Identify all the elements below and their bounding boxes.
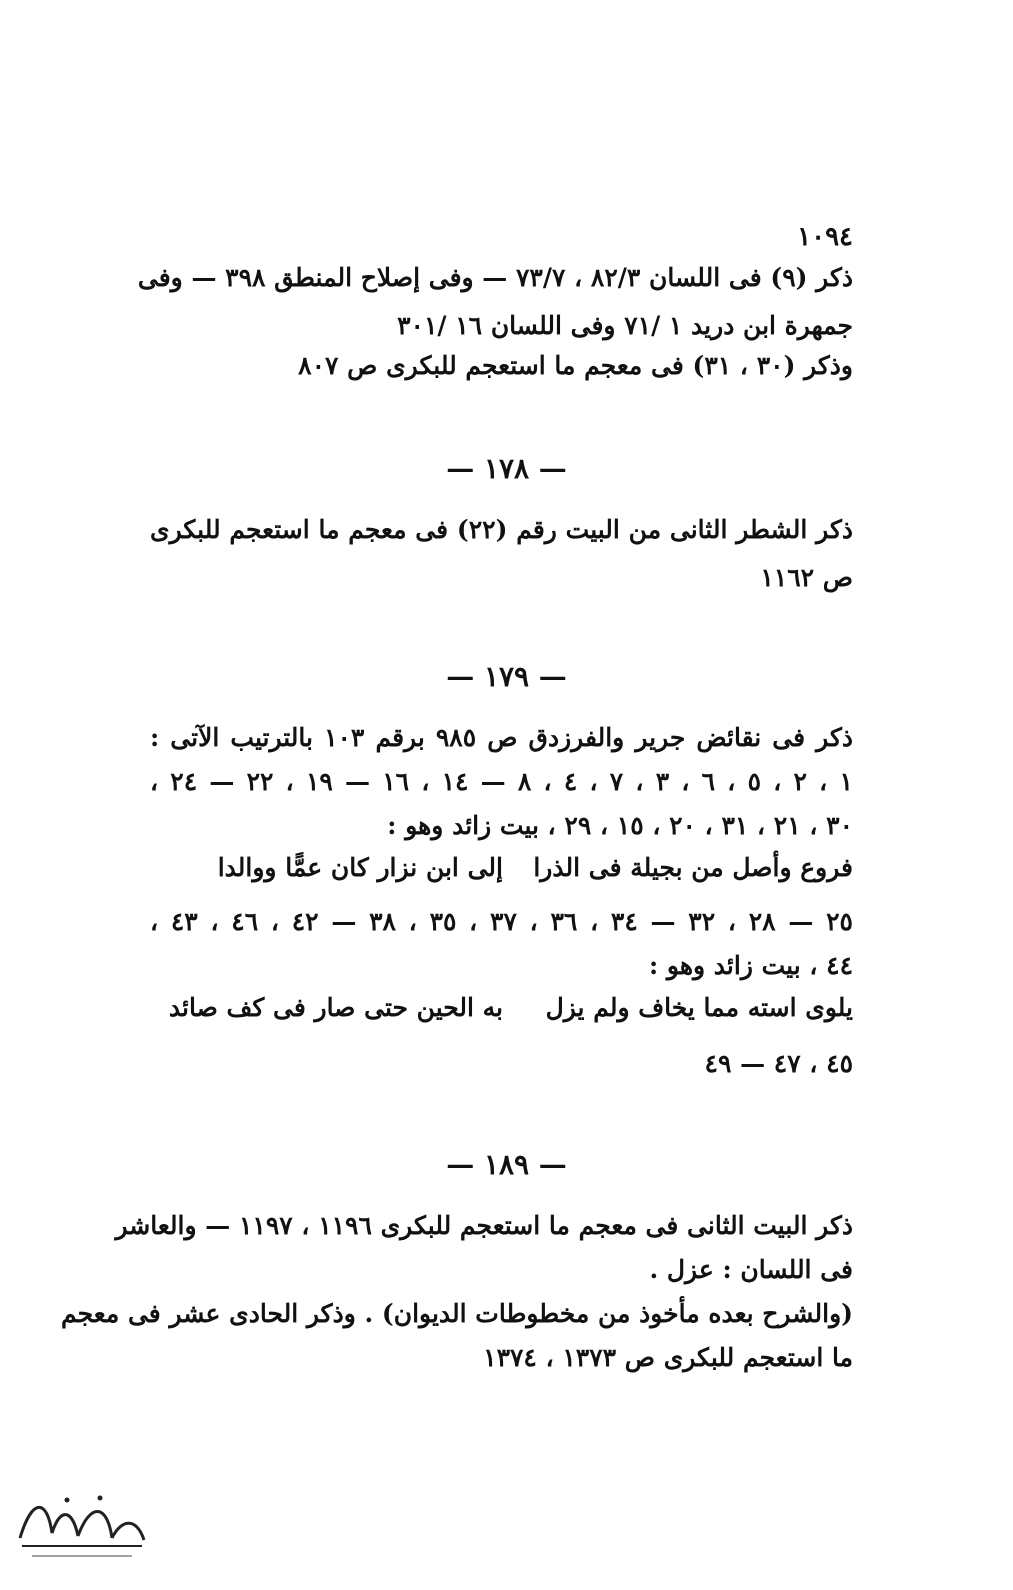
- text-line: ٣٠ ، ٢١ ، ٣١ ، ٢٠ ، ١٥ ، ٢٩ ، بيت زائد وهو :: [387, 811, 853, 840]
- verse-second-hemistich: به الحين حتى صار فى كف صائد: [168, 993, 503, 1022]
- text-line: جمهرة ابن دريد ١ /٧١ وفى اللسان ١٦ /٣٠١: [397, 311, 853, 340]
- section-heading: — ١٧٩ —: [446, 660, 567, 693]
- text-line: ٤٤ ، بيت زائد وهو :: [649, 951, 853, 980]
- section-heading: — ١٨٩ —: [446, 1148, 567, 1181]
- text-line: ٤٥ ، ٤٧ — ٤٩: [704, 1049, 853, 1078]
- verse-second-hemistich: إلى ابن نزار كان عمًّا ووالدا: [217, 853, 503, 882]
- text-line: وذكر (٣٠ ، ٣١) فى معجم ما استعجم للبكرى ص ٨٠٧: [298, 351, 853, 380]
- verse-first-hemistich: فروع وأصل من بجيلة فى الذرا: [533, 853, 853, 882]
- page-number: ١٠٩٤: [797, 222, 853, 252]
- calligraphy-stamp-logo: [12, 1478, 152, 1568]
- text-line: (والشرح بعده مأخوذ من مخطوطات الديوان) . وذكر الحادى عشر فى معجم: [61, 1299, 853, 1328]
- text-line: ذكر الشطر الثانى من البيت رقم (٢٢) فى معجم ما استعجم للبكرى: [150, 515, 853, 544]
- verse-first-hemistich: يلوى استه مما يخاف ولم يزل: [545, 993, 853, 1022]
- text-line: ٢٥ — ٢٨ ، ٣٢ — ٣٤ ، ٣٦ ، ٣٧ ، ٣٥ ، ٣٨ — ٤٢ ، ٤٦ ، ٤٣ ،: [150, 907, 853, 936]
- text-line: ١ ، ٢ ، ٥ ، ٦ ، ٣ ، ٧ ، ٤ ، ٨ — ١٤ ، ١٦ — ١٩ ، ٢٢ — ٢٤ ،: [150, 767, 853, 796]
- text-line: ذكر (٩) فى اللسان ٨٢/٣ ، ٧٣/٧ — وفى إصلاح المنطق ٣٩٨ — وفى: [137, 263, 853, 292]
- section-heading: — ١٧٨ —: [446, 452, 567, 485]
- text-line: ذكر البيت الثانى فى معجم ما استعجم للبكرى ١١٩٦ ، ١١٩٧ — والعاشر: [115, 1211, 853, 1240]
- text-line: فى اللسان : عزل .: [649, 1255, 853, 1284]
- text-line: ما استعجم للبكرى ص ١٣٧٣ ، ١٣٧٤: [483, 1343, 853, 1372]
- text-line: ص ١١٦٢: [760, 563, 853, 592]
- text-line: ذكر فى نقائض جرير والفرزدق ص ٩٨٥ برقم ١٠٣ بالترتيب الآتى :: [150, 723, 853, 752]
